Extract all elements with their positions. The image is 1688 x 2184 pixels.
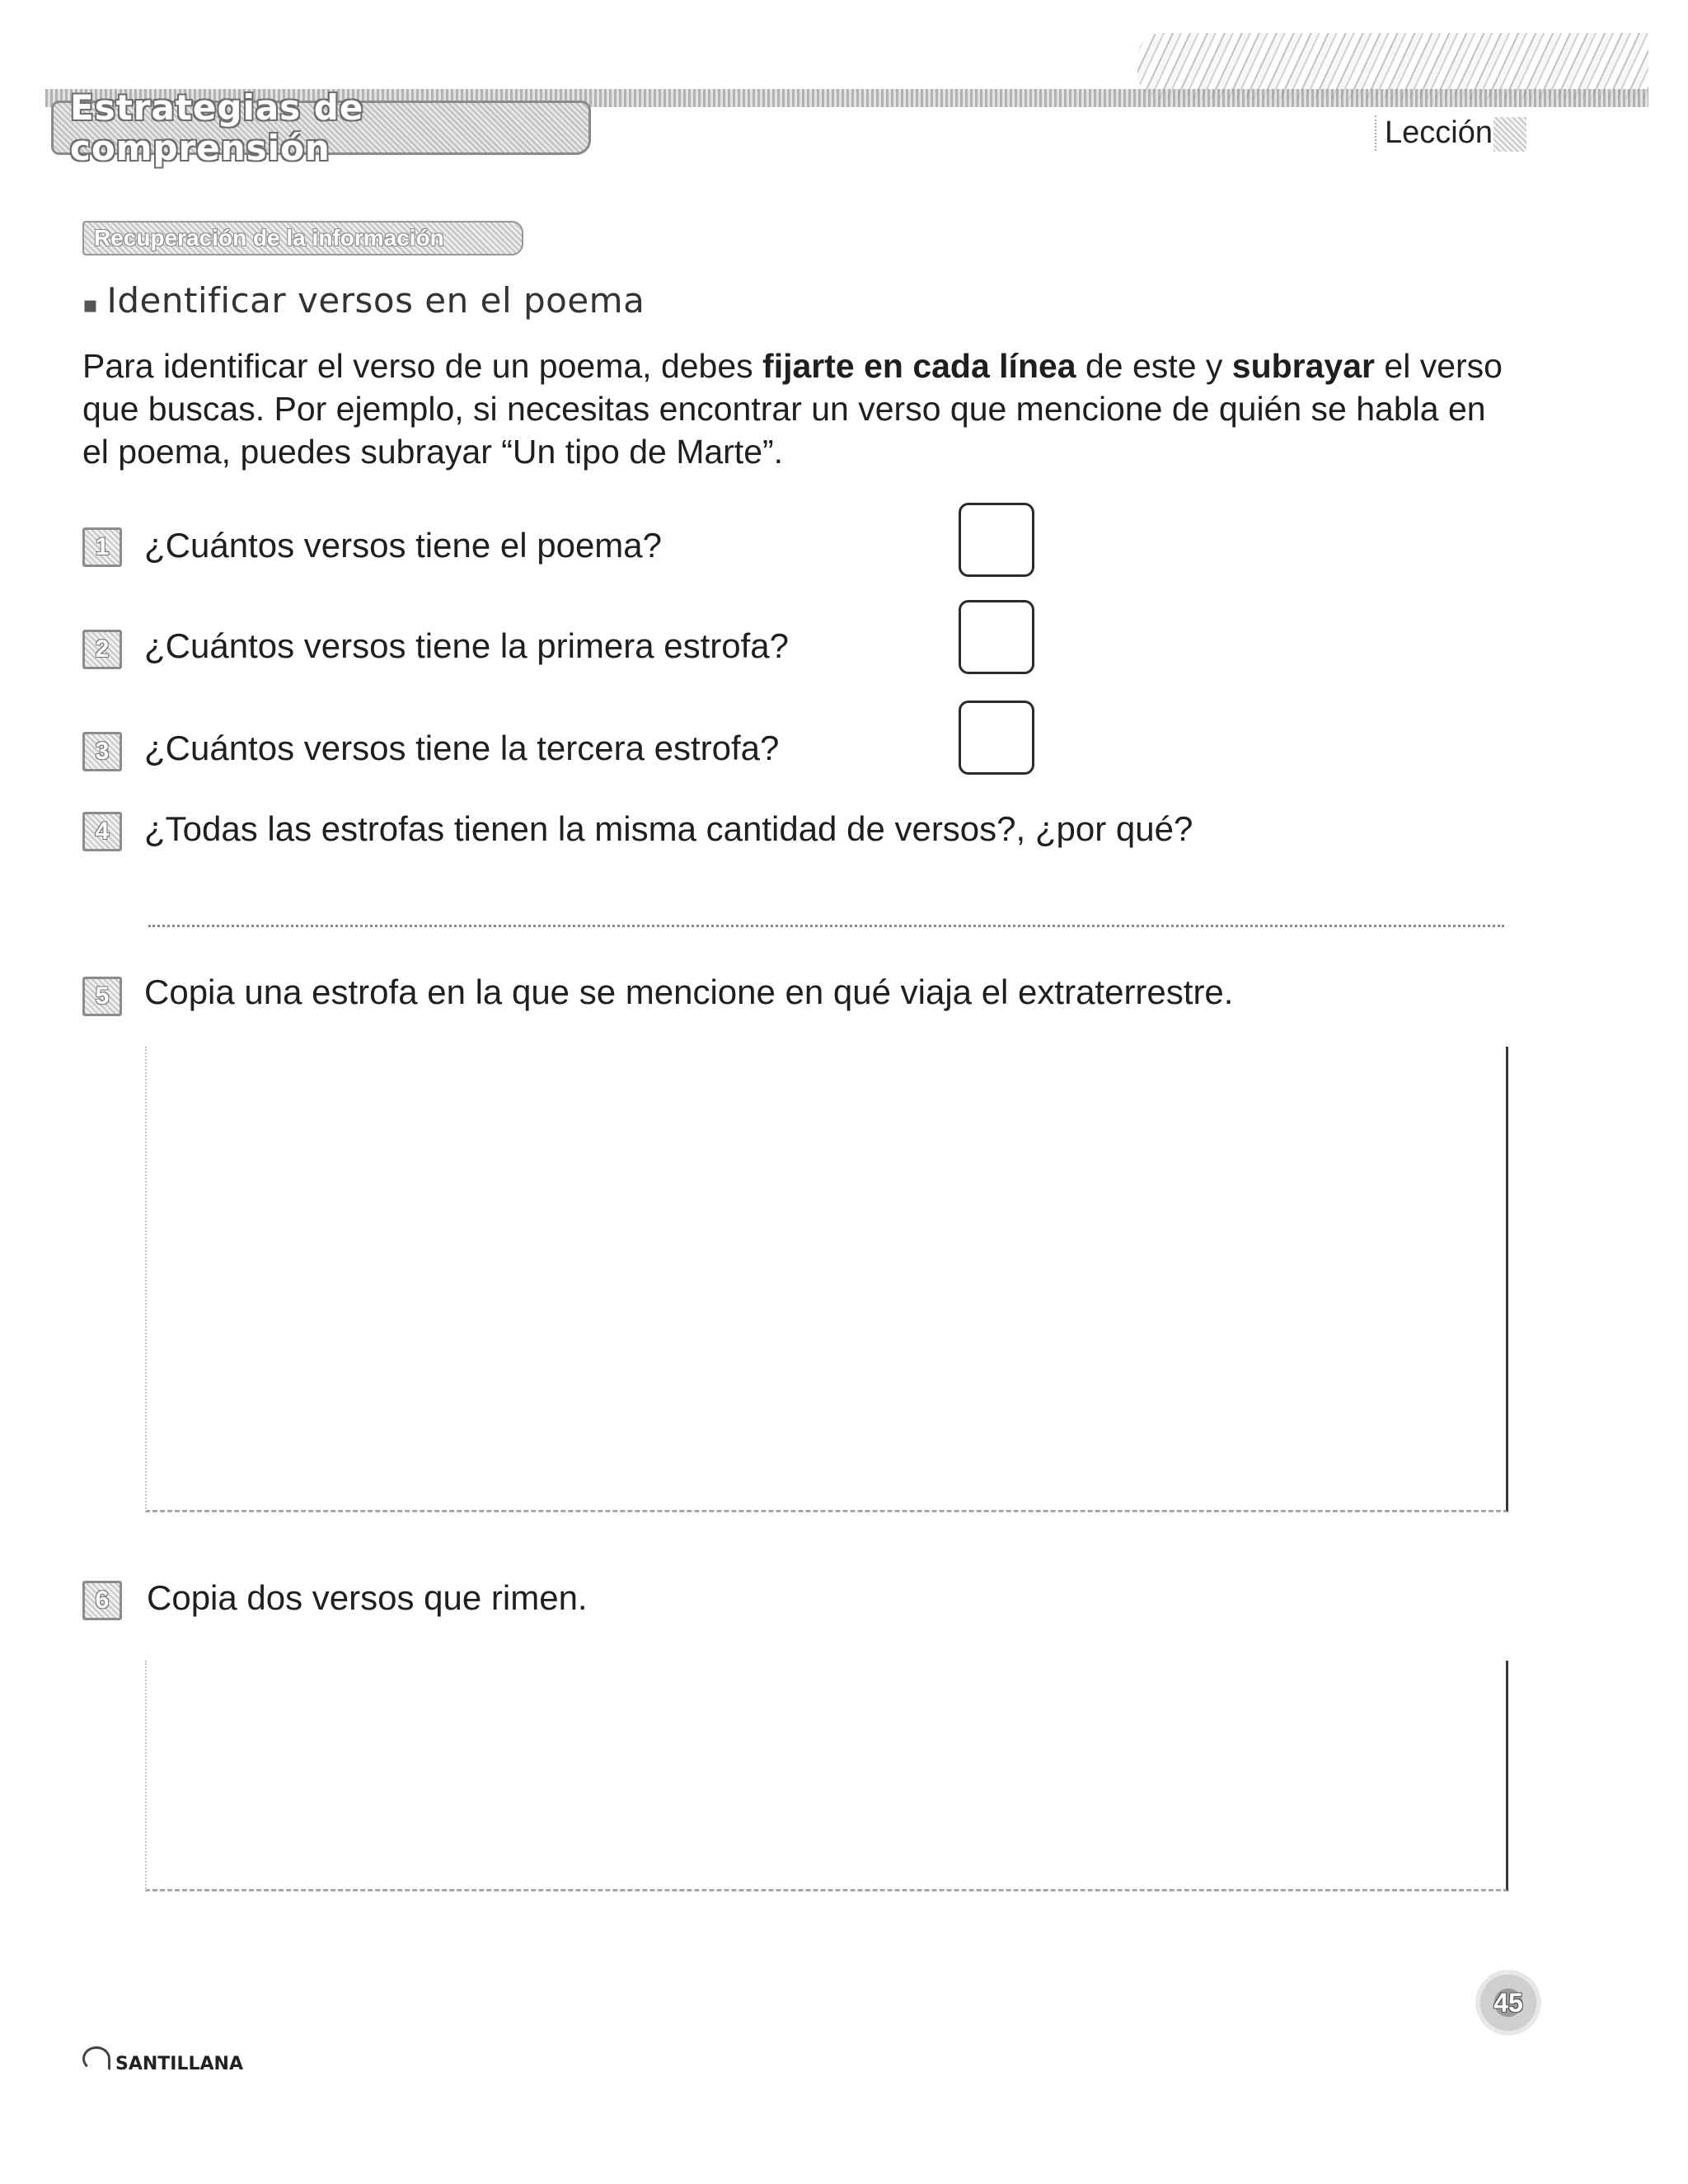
answer-line[interactable] bbox=[148, 925, 1504, 927]
intro-text: de este y bbox=[1076, 347, 1232, 385]
question-text: Copia una estrofa en la que se mencione en qué viaja el extraterrestre. bbox=[144, 972, 1234, 1011]
subsection-heading-text: Identificar versos en el poema bbox=[106, 280, 645, 321]
publisher-logo-icon bbox=[82, 2046, 110, 2071]
section-title: Estrategias de comprensión bbox=[70, 87, 364, 168]
page-number: 45 bbox=[1493, 1987, 1523, 2018]
question-number-badge: 5 bbox=[82, 977, 122, 1016]
answer-box[interactable] bbox=[959, 600, 1034, 674]
page-number-badge bbox=[1475, 1970, 1541, 2036]
answer-box[interactable] bbox=[959, 701, 1034, 775]
answer-writing-area[interactable] bbox=[145, 1661, 1508, 1891]
intro-paragraph bbox=[82, 344, 1517, 473]
answer-writing-area[interactable] bbox=[145, 1047, 1508, 1512]
question-text: Copia dos versos que rimen. bbox=[147, 1578, 588, 1617]
intro-text: Para identificar el verso de un poema, debes bbox=[82, 347, 763, 385]
lesson-number-badge bbox=[1493, 117, 1526, 152]
lesson-label: Lección bbox=[1375, 115, 1493, 151]
question-text: ¿Cuántos versos tiene la primera estrofa? bbox=[144, 626, 790, 665]
question-number-badge: 2 bbox=[82, 630, 122, 669]
question-text: ¿Todas las estrofas tienen la misma cantidad de versos?, ¿por qué? bbox=[144, 809, 1193, 848]
publisher-logo bbox=[82, 2042, 243, 2074]
intro-bold-text: subrayar bbox=[1231, 347, 1375, 385]
question-text: ¿Cuántos versos tiene el poema? bbox=[144, 526, 663, 565]
answer-box[interactable] bbox=[959, 503, 1034, 577]
subsection-tag-label: Recuperación de la información bbox=[94, 225, 444, 251]
intro-bold-text: fijarte en cada línea bbox=[762, 347, 1076, 385]
intro-text: el verso que buscas. Por ejemplo, si necesitas encontrar un verso que mencione de quién se habla en el poema, puedes subrayar “Un tipo de Marte”. bbox=[82, 347, 1503, 471]
section-title-tab bbox=[51, 87, 591, 168]
question-number-badge: 6 bbox=[82, 1581, 122, 1620]
subsection-tag bbox=[82, 221, 523, 255]
question-number-badge: 4 bbox=[82, 812, 122, 851]
question-text: ¿Cuántos versos tiene la tercera estrofa? bbox=[144, 729, 780, 767]
question-number-badge: 1 bbox=[82, 527, 122, 567]
publisher-name: SANTILLANA bbox=[115, 2054, 243, 2074]
question-number-badge: 3 bbox=[82, 732, 122, 771]
subsection-heading bbox=[82, 280, 645, 321]
bullet-icon: ▪ bbox=[82, 291, 99, 318]
